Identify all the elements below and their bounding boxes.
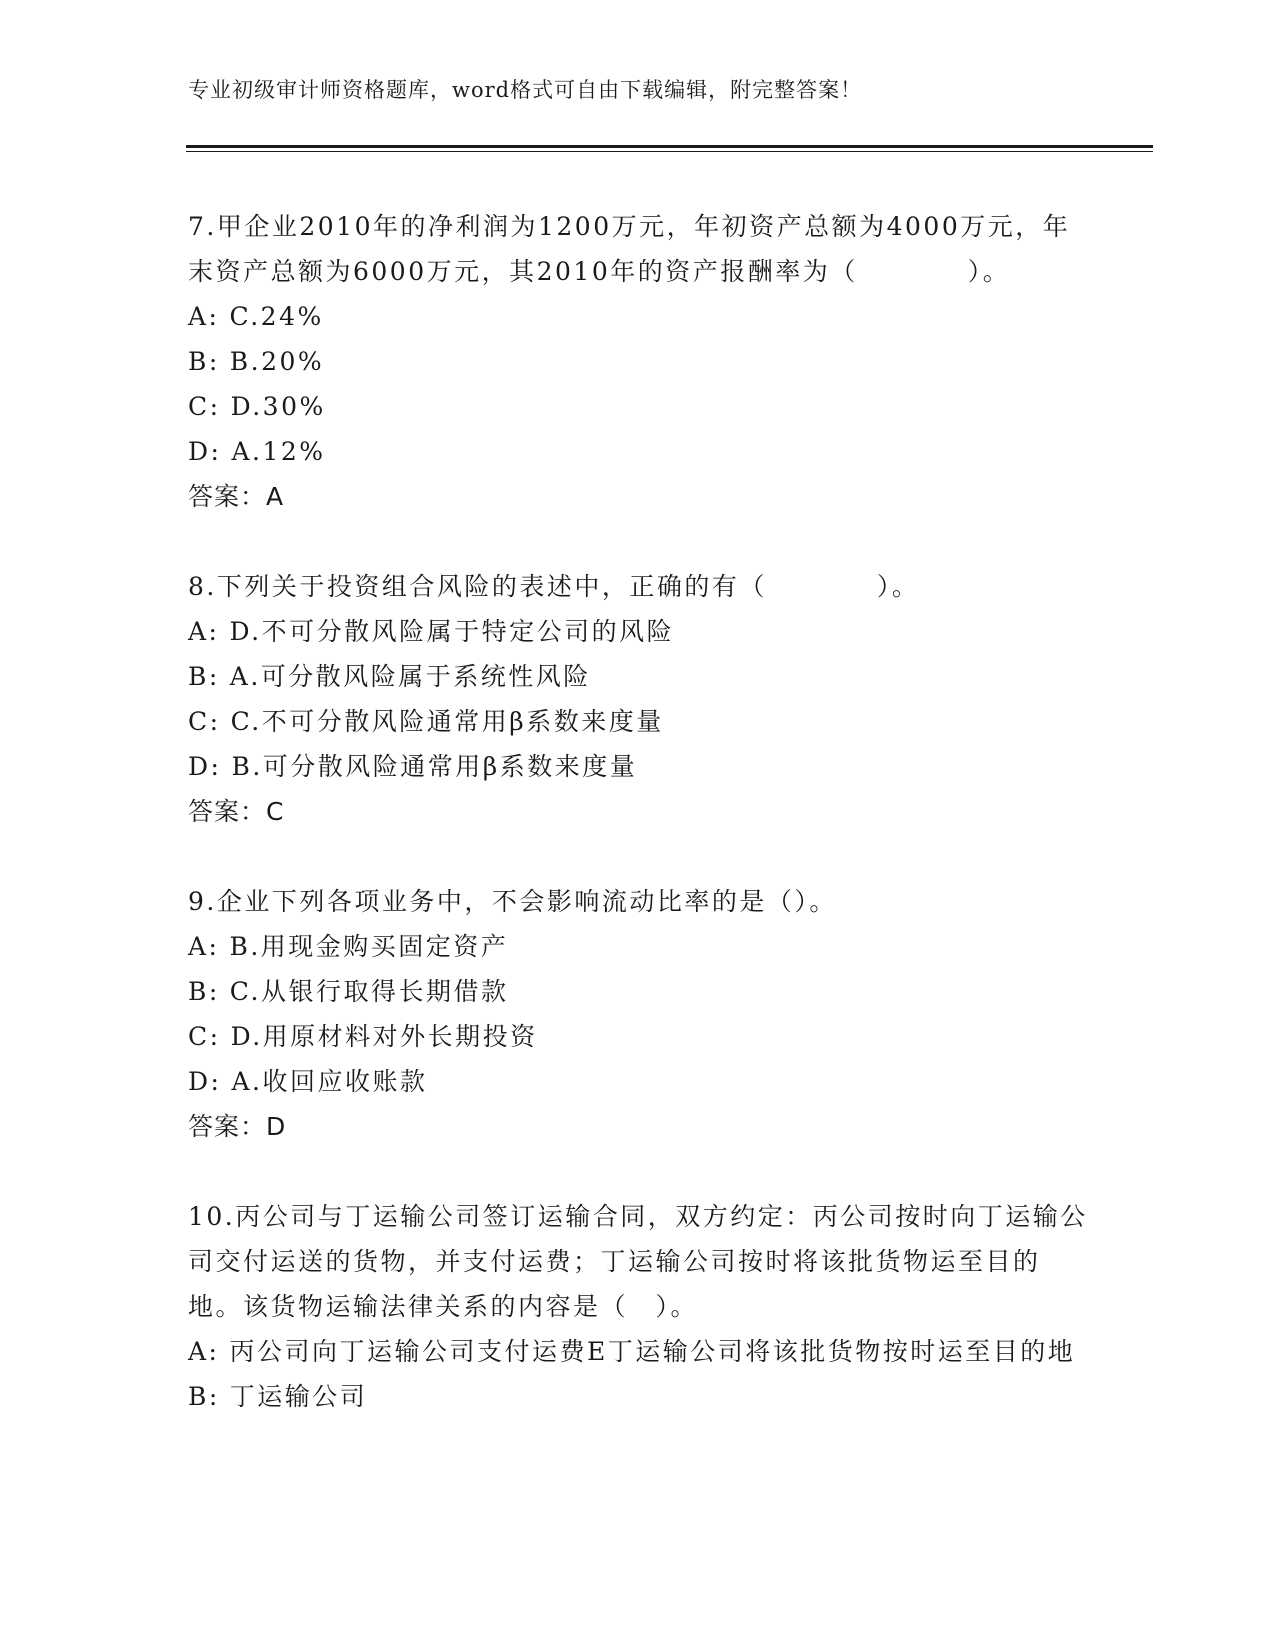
- question-text: 9.企业下列各项业务中，不会影响流动比率的是（）。: [188, 887, 837, 916]
- option-letter: B:: [188, 662, 220, 691]
- option-text: 丙公司向丁运输公司支付运费E丁运输公司将该批货物按时运至目的地: [229, 1337, 1076, 1366]
- question-text: 10.丙公司与丁运输公司签订运输合同，双方约定：丙公司按时向丁运输公司交付运送的货物，并支付运费；丁运输公司按时将该批货物运至目的地。该货物运输法律关系的内容是（ ）。: [188, 1202, 1088, 1321]
- option-letter: C:: [188, 392, 221, 421]
- question-7: [188, 204, 1088, 519]
- option-c: [188, 699, 1088, 744]
- option-text: B.20%: [229, 347, 325, 376]
- question-list: [188, 204, 1088, 1464]
- option-text: D.不可分散风险属于特定公司的风险: [229, 617, 675, 646]
- header-rule-thin: [186, 151, 1153, 152]
- option-d: [188, 744, 1088, 789]
- question-text: 8.下列关于投资组合风险的表述中，正确的有（ ）。: [188, 572, 920, 601]
- option-letter: D:: [188, 1067, 222, 1096]
- option-letter: C:: [188, 707, 221, 736]
- option-a: [188, 609, 1088, 654]
- question-10: [188, 1194, 1088, 1419]
- option-text: A.12%: [231, 437, 326, 466]
- option-text: A.收回应收账款: [231, 1067, 428, 1096]
- option-letter: A:: [188, 932, 220, 961]
- option-letter: A:: [188, 1337, 220, 1366]
- option-a: [188, 924, 1088, 969]
- option-c: [188, 384, 1088, 429]
- page-header: 专业初级审计师资格题库，word格式可自由下载编辑，附完整答案！: [188, 78, 863, 102]
- option-text: A.可分散风险属于系统性风险: [229, 662, 591, 691]
- option-letter: C:: [188, 1022, 221, 1051]
- option-d: [188, 1059, 1088, 1104]
- option-text: C.24%: [229, 302, 324, 331]
- option-letter: A:: [188, 617, 220, 646]
- option-letter: B:: [188, 1382, 220, 1411]
- option-letter: D:: [188, 752, 222, 781]
- question-9: [188, 879, 1088, 1149]
- option-text: 丁运输公司: [229, 1382, 368, 1411]
- option-a: [188, 1329, 1088, 1374]
- question-8: [188, 564, 1088, 834]
- option-text: D.30%: [230, 392, 326, 421]
- option-letter: B:: [188, 347, 220, 376]
- option-b: [188, 654, 1088, 699]
- option-text: B.用现金购买固定资产: [229, 932, 509, 961]
- option-letter: D:: [188, 437, 222, 466]
- option-d: [188, 429, 1088, 474]
- option-b: [188, 969, 1088, 1014]
- option-text: C.从银行取得长期借款: [229, 977, 509, 1006]
- answer-label: 答案：A: [188, 482, 285, 511]
- option-text: C.不可分散风险通常用β系数来度量: [230, 707, 664, 736]
- option-text: D.用原材料对外长期投资: [230, 1022, 538, 1051]
- option-letter: A:: [188, 302, 220, 331]
- option-letter: B:: [188, 977, 220, 1006]
- question-text: 7.甲企业2010年的净利润为1200万元，年初资产总额为4000万元，年末资产总额为6000万元，其2010年的资产报酬率为（ ）。: [188, 212, 1071, 286]
- option-b: [188, 1374, 1088, 1419]
- header-rule-thick: [186, 145, 1153, 148]
- answer-label: 答案：D: [188, 1112, 287, 1141]
- option-c: [188, 1014, 1088, 1059]
- option-a: [188, 294, 1088, 339]
- answer-label: 答案：C: [188, 797, 285, 826]
- option-b: [188, 339, 1088, 384]
- option-text: B.可分散风险通常用β系数来度量: [231, 752, 638, 781]
